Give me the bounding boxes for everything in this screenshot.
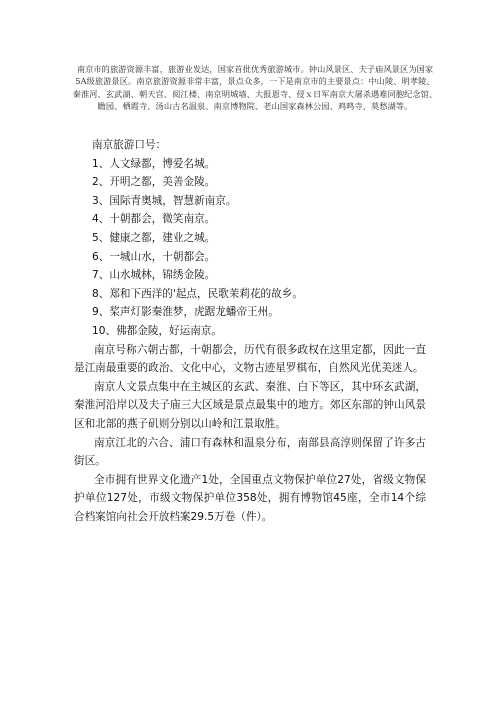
history-paragraph: 南京号称六朝古都，十朝都会，历代有很多政权在这里定都，因此一直是江南最重要的政治、文化中心，文物古迹星罗棋布，自然风光优美迷人。	[74, 343, 426, 375]
slogan-list	[74, 155, 426, 341]
slogan-heading: 南京旅游口号：	[92, 139, 167, 151]
intro-paragraph: 南京市的旅游资源丰富，旅游业发达，国家首批优秀旅游城市。钟山风景区、夫子庙风景区为国家5A级旅游景区。南京旅游资源非常丰富，景点众多，一下是南京市的主要景点：中山陵、明孝陵、秦淮河、玄武湖、朝天宫、阅江楼、南京明城墙、大报恩寺、侵ｘ日军南京大屠杀遇难同胞纪念馆、瞻园、栖霞寺、汤山古名温泉、南京博物院、老山国家森林公园、鸡鸣寺、莫愁湖等。	[72, 64, 438, 112]
slogan-item: 3、国际青奥城，智慧新南京。	[92, 194, 237, 207]
attractions-paragraph: 南京人文景点集中在主城区的玄武、秦淮、白下等区，其中环玄武湖，秦淮河沿岸以及夫子庙三大区域是景点最集中的地方。郊区东部的钟山风景区和北部的燕子矶则分别以山岭和江景取胜。	[74, 380, 426, 430]
jiangbei-paragraph: 南京江北的六合、浦口有森林和温泉分布，南部县高淳则保留了许多古街区。	[74, 436, 426, 468]
slogan-item: 9、桨声灯影秦淮梦，虎踞龙蟠帝王州。	[92, 306, 279, 319]
slogan-item: 2、开明之都，美善金陵。	[92, 176, 216, 189]
slogan-item: 4、十朝都会，微笑南京。	[92, 213, 216, 226]
slogan-item: 6、一城山水，十朝都会。	[92, 250, 216, 263]
slogan-item: 1、人文绿都，博爱名城。	[92, 157, 216, 170]
slogan-item: 10、佛都金陵，好运南京。	[92, 324, 223, 337]
slogan-item: 7、山水城林，锦绣金陵。	[92, 269, 216, 282]
main-content	[74, 136, 426, 526]
heritage-paragraph: 全市拥有世界文化遗产1处，全国重点文物保护单位27处，省级文物保护单位127处，市级文物保护单位358处，拥有博物馆45座，全市14个综合档案馆向社会开放档案29.5万卷（件）。	[74, 473, 426, 523]
slogan-item: 8、郑和下西洋的'起点，民歌茉莉花的故乡。	[92, 287, 303, 300]
slogan-item: 5、健康之都，建业之城。	[92, 231, 216, 244]
